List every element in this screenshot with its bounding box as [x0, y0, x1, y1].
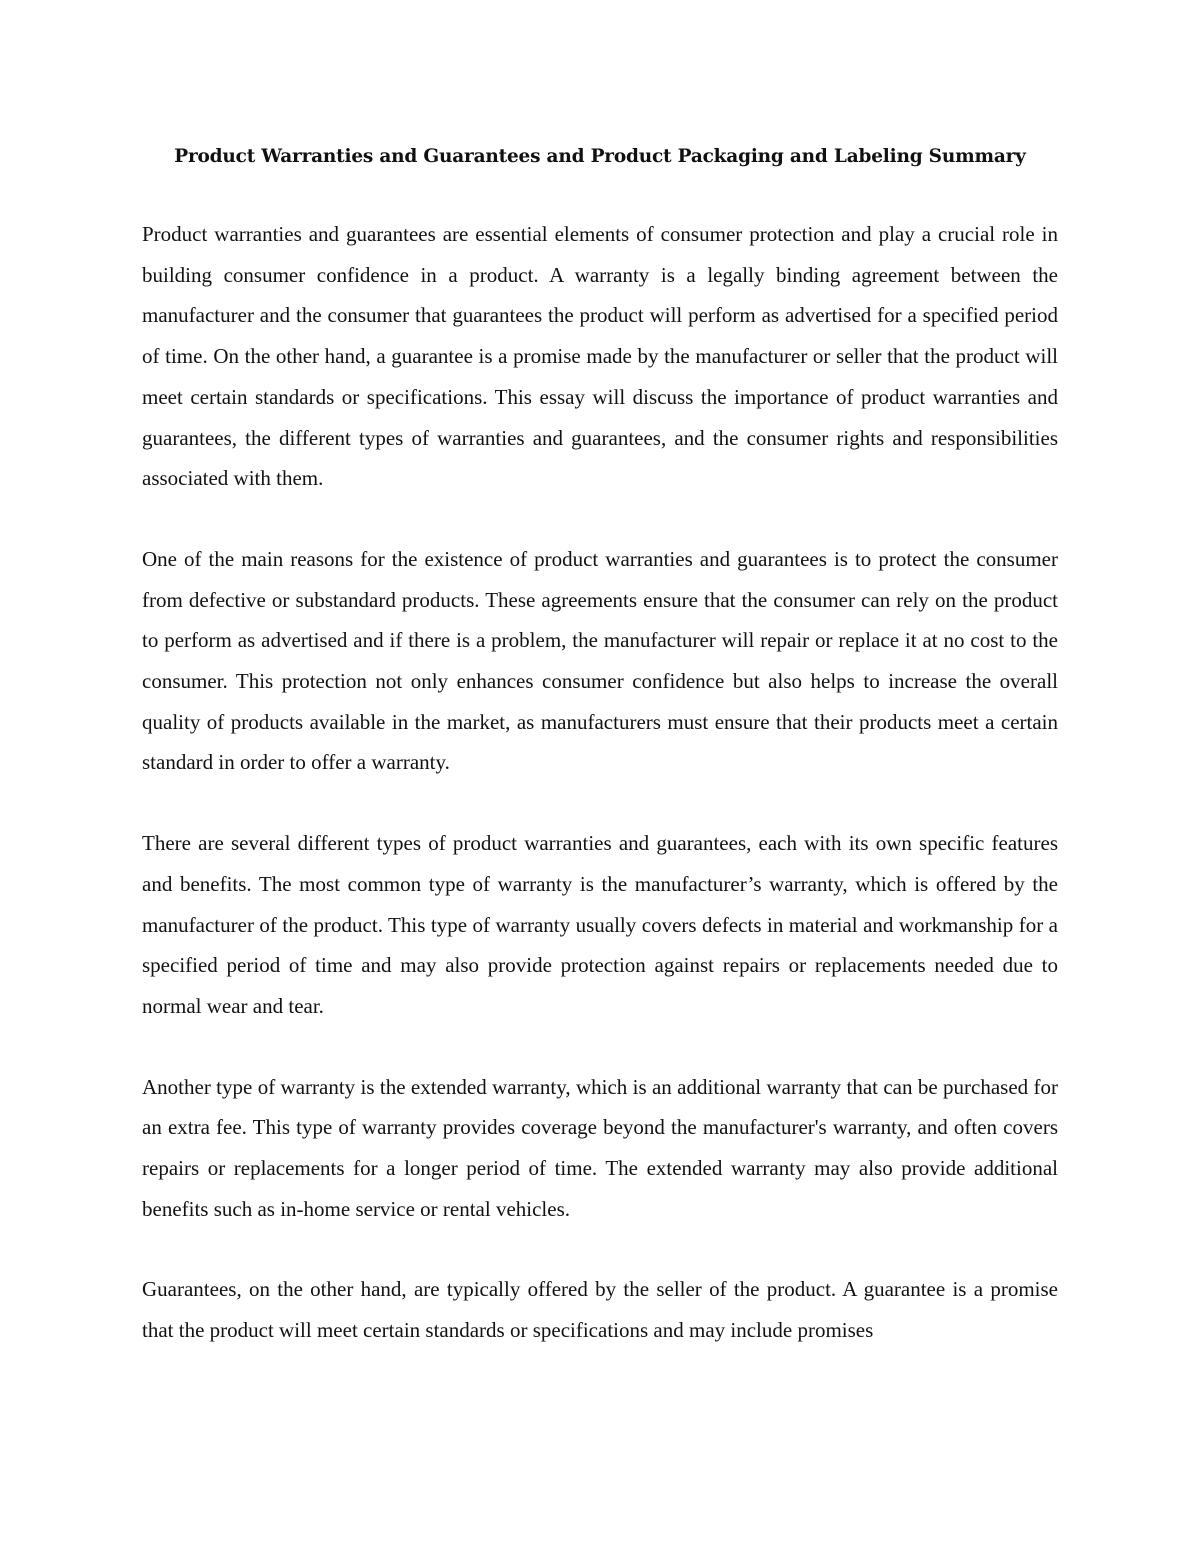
paragraph: There are several different types of product warranties and guarantees, each with its own specific features and benefits. The most common type of warranty is the manufacturer’s warranty, which is offered by the manufacturer of the product. This type of warranty usually covers defects in material and workmanship for a specified period of time and may also provide protection against repairs or replacements needed due to normal wear and tear.: [142, 831, 1058, 1018]
document-title: Product Warranties and Guarantees and Product Packaging and Labeling Summary: [174, 146, 1026, 167]
paragraph: One of the main reasons for the existence of product warranties and guarantees is to protect the consumer from defective or substandard products. These agreements ensure that the consumer can rely on the product to perform as advertised and if there is a problem, the manufacturer will repair or replace it at no cost to the consumer. This protection not only enhances consumer confidence but also helps to increase the overall quality of products available in the market, as manufacturers must ensure that their products meet a certain standard in order to offer a warranty.: [142, 546, 1058, 775]
paragraph: Product warranties and guarantees are essential elements of consumer protection and play a crucial role in building consumer confidence in a product. A warranty is a legally binding agreement between the manufacturer and the consumer that guarantees the product will perform as advertised for a specified period of time. On the other hand, a guarantee is a promise made by the manufacturer or seller that the product will meet certain standards or specifications. This essay will discuss the importance of product warranties and guarantees, the different types of warranties and guarantees, and the consumer rights and responsibilities associated with them.: [142, 222, 1058, 491]
paragraph: Guarantees, on the other hand, are typically offered by the seller of the product. A guarantee is a promise that the product will meet certain standards or specifications and may include promises: [142, 1277, 1058, 1343]
document-body: [142, 140, 1058, 1391]
paragraph: Another type of warranty is the extended warranty, which is an additional warranty that can be purchased for an extra fee. This type of warranty provides coverage beyond the manufacturer's warranty, and often covers repairs or replacements for a longer period of time. The extended warranty may also provide additional benefits such as in-home service or rental vehicles.: [142, 1074, 1058, 1221]
